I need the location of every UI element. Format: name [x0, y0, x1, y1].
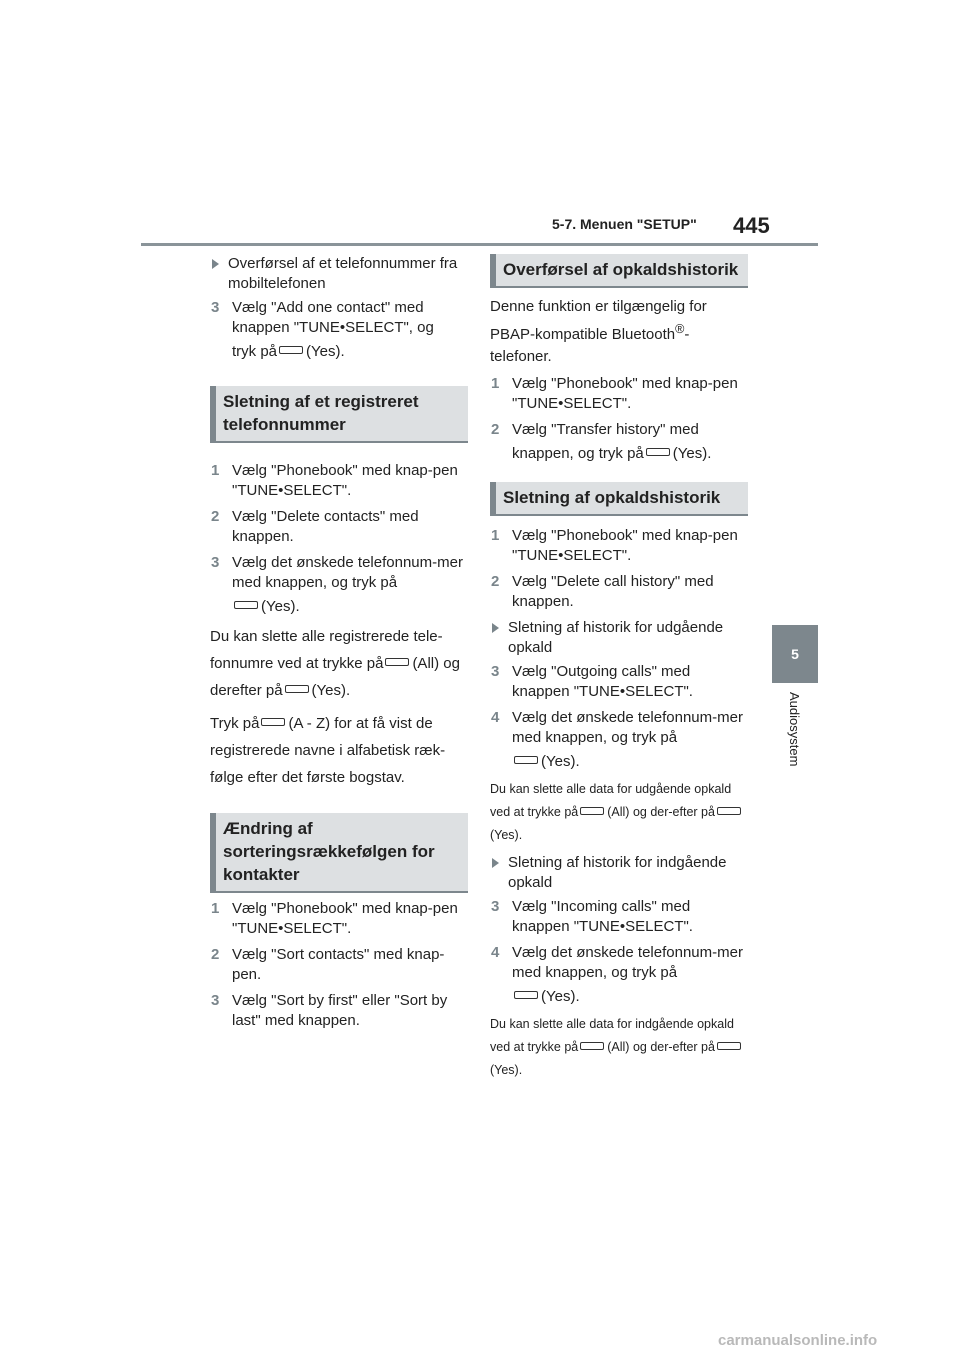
watermark: carmanualsonline.info [718, 1332, 878, 1349]
step [490, 572, 748, 612]
step-text: Vælg det ønskede telefonnum-mer med knappen, og tryk på [512, 944, 743, 981]
section-heading: Sletning af et registreret telefonnummer [210, 386, 468, 441]
step-number: 4 [491, 709, 500, 726]
step-text: Vælg "Delete contacts" med knappen. [232, 508, 419, 545]
triangle-bullet-icon [492, 858, 499, 868]
step-text-line [232, 342, 468, 362]
step-text-line [512, 752, 748, 772]
step [490, 708, 748, 772]
note-text: Du kan slette alle data for indgående opkald ved at trykke på [490, 1017, 734, 1054]
step-text: (Yes). [672, 445, 712, 462]
sub-heading [490, 853, 748, 893]
note [490, 1013, 748, 1082]
step [210, 298, 468, 362]
step-text: (Yes). [541, 753, 580, 770]
step-number: 3 [211, 992, 220, 1009]
button-icon [285, 685, 309, 693]
chapter-tab [772, 625, 818, 683]
paragraph [210, 623, 468, 704]
step-text-line [512, 444, 748, 464]
button-icon [646, 448, 670, 456]
step-text: Vælg "Sort by first" eller "Sort by last" med knappen. [232, 992, 448, 1029]
chapter-label: Audiosystem [787, 692, 802, 767]
step [210, 553, 468, 617]
paragraph-text: Tryk på [210, 715, 260, 732]
note-text: Du kan slette alle data for udgående opkald ved at trykke på [490, 782, 732, 819]
sub-heading-text: Sletning af historik for udgående opkald [508, 619, 724, 656]
button-icon [514, 991, 538, 999]
button-icon [234, 601, 258, 609]
sub-heading [490, 618, 748, 658]
step-text: (Yes). [261, 598, 300, 615]
section-heading: Overførsel af opkaldshistorik [490, 254, 748, 286]
step [490, 526, 748, 566]
step-text: Vælg "Phonebook" med knap-pen "TUNE•SELECT". [512, 527, 738, 564]
step-text: (Yes). [306, 343, 345, 360]
button-icon [580, 807, 604, 815]
step-text: Vælg det ønskede telefonnum-mer med knappen, og tryk på [232, 554, 463, 591]
note-text: (All) og der-efter på [607, 805, 715, 819]
step-number: 2 [491, 421, 500, 438]
step-number: 1 [491, 375, 500, 392]
step-text: Vælg "Phonebook" med knap-pen "TUNE•SELECT". [232, 900, 458, 937]
step-number: 1 [211, 900, 220, 917]
button-icon [717, 1042, 741, 1050]
section-title: 5-7. Menuen "SETUP" [552, 216, 697, 232]
step-text: Vælg "Phonebook" med knap-pen "TUNE•SELECT". [512, 375, 738, 412]
section-heading: Sletning af opkaldshistorik [490, 482, 748, 514]
step-text: Vælg "Outgoing calls" med knappen "TUNE•SELECT". [512, 663, 693, 700]
step [490, 897, 748, 937]
page-number: 445 [733, 213, 770, 238]
paragraph [210, 710, 468, 791]
step-number: 2 [211, 946, 220, 963]
step [490, 374, 748, 414]
step [490, 662, 748, 702]
paragraph-text: (A - Z) for at få vist de registrerede navne i alfabetisk ræk-følge efter det første bogstav. [210, 715, 446, 786]
step-number: 3 [491, 663, 500, 680]
button-icon [279, 346, 303, 354]
step [490, 420, 748, 464]
step-text: knappen, og tryk på [512, 445, 644, 462]
note [490, 778, 748, 847]
step-number: 3 [491, 898, 500, 915]
note-text: (All) og der-efter på [607, 1040, 715, 1054]
step [210, 945, 468, 985]
sub-heading-text: Overførsel af et telefonnummer fra mobiltelefonen [228, 255, 458, 292]
paragraph-text: Denne funktion er tilgængelig for PBAP-kompatible Bluetooth [490, 298, 707, 343]
step-number: 2 [211, 508, 220, 525]
paragraph-text: (Yes). [311, 682, 351, 699]
sub-heading-text: Sletning af historik for indgående opkald [508, 854, 727, 891]
button-icon [514, 756, 538, 764]
registered-mark: ® [675, 322, 685, 336]
step-text: Vælg "Add one contact" med knappen "TUNE•SELECT", og [232, 299, 434, 336]
step [210, 507, 468, 547]
step-text: Vælg "Delete call history" med knappen. [512, 573, 714, 610]
chapter-number: 5 [791, 646, 799, 662]
button-icon [717, 807, 741, 815]
step-text: (Yes). [541, 988, 580, 1005]
step [490, 943, 748, 1007]
step [210, 461, 468, 501]
note-text: (Yes). [490, 1063, 523, 1077]
step-number: 2 [491, 573, 500, 590]
note-text: (Yes). [490, 828, 523, 842]
button-icon [385, 658, 409, 666]
step-text-line [512, 987, 748, 1007]
triangle-bullet-icon [212, 259, 219, 269]
step-text-line [232, 597, 468, 617]
header-rule [141, 243, 818, 246]
step [210, 899, 468, 939]
sub-heading [210, 254, 468, 294]
right-column [490, 254, 748, 1082]
paragraph-text: Du kan slette alle registrerede tele-fonnumre ved at trykke på [210, 628, 443, 672]
paragraph-text: -telefoner. [490, 326, 690, 365]
button-icon [580, 1042, 604, 1050]
step-text: Vælg "Phonebook" med knap-pen "TUNE•SELECT". [232, 462, 458, 499]
step-text: Vælg det ønskede telefonnum-mer med knappen, og tryk på [512, 709, 743, 746]
paragraph-text: (All) og derefter på [210, 655, 460, 699]
triangle-bullet-icon [492, 623, 499, 633]
section-heading: Ændring af sorteringsrækkefølgen for kontakter [210, 813, 468, 891]
step-number: 1 [491, 527, 500, 544]
button-icon [261, 718, 285, 726]
step-text: Vælg "Sort contacts" med knap-pen. [232, 946, 445, 983]
left-column [210, 254, 468, 1037]
step [210, 991, 468, 1031]
step-number: 4 [491, 944, 500, 961]
step-text: tryk på [232, 343, 278, 360]
step-number: 3 [211, 299, 220, 316]
step-number: 1 [211, 462, 220, 479]
step-text: Vælg "Transfer history" med [512, 421, 699, 438]
paragraph [490, 296, 748, 368]
step-text: Vælg "Incoming calls" med knappen "TUNE•SELECT". [512, 898, 693, 935]
step-number: 3 [211, 554, 220, 571]
